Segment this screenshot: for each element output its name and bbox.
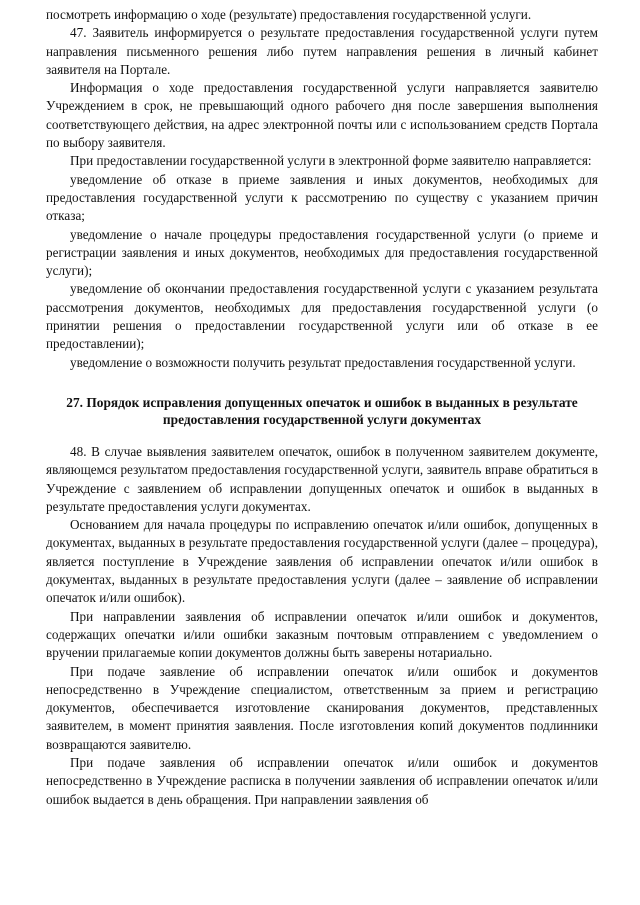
document-page <box>46 6 598 809</box>
paragraph-direct-submission: При подаче заявление об исправлении опечаток и/или ошибок и документов непосредственно в Учреждение специалистом, ответственным за прием и регистрацию документов, обеспечивается изготовление сканирования документов, представленных заявителем, в момент принятия заявления. После изготовления копий документов подлинники возвращаются заявителю. <box>46 663 598 752</box>
section-heading-27: 27. Порядок исправления допущенных опечаток и ошибок в выданных в результате предоставления государственной услуги документах <box>66 394 578 428</box>
paragraph-47: 47. Заявитель информируется о результате предоставления государственной услуги путем направления письменного решения либо путем направления решения в личный кабинет заявителя на Портале. <box>46 25 598 77</box>
notice-start: уведомление о начале процедуры предоставления государственной услуги (о приеме и регистрации заявления и иных документов, необходимых для предоставления государственной услуги); <box>46 226 598 279</box>
notice-completion: уведомление об окончании предоставления государственной услуги с указанием результата рассмотрения документов, необходимых для предоставления государственной услуги (о принятии решения о предоставлении государственной услуги или об отказе в ее предоставлении); <box>46 281 598 352</box>
notice-refusal: уведомление об отказе в приеме заявления и иных документов, необходимых для предоставления государственной услуги к рассмотрению по существу с указанием причин отказа; <box>46 171 598 224</box>
paragraph-48: 48. В случае выявления заявителем опечаток, ошибок в полученном заявителем документе, являющемся результатом предоставления государственной услуги, заявитель вправе обратиться в Учреждение с заявлением об исправлении допущенных опечаток и ошибок в выданных в результате предоставления услуги документах. <box>46 443 598 514</box>
notice-result-available: уведомление о возможности получить результат предоставления государственной услуги. <box>70 354 576 370</box>
paragraph-procedure-basis: Основанием для начала процедуры по исправлению опечаток и/или ошибок, допущенных в документах, выданных в результате предоставления государственной услуги (далее – процедура), является поступление в Учреждение заявления об исправлении опечаток и/или ошибок в документах, выданных в результате предоставления услуги (далее – заявление об исправлении опечаток и/или ошибок). <box>46 517 598 606</box>
paragraph-top-continuation: посмотреть информацию о ходе (результате) предоставления государственной услуги. <box>46 7 532 22</box>
paragraph-postal-submission: При направлении заявления об исправлении опечаток и/или ошибок и документов, содержащих опечатки и/или ошибки заказным почтовым отправлением с уведомлением о вручении прилагаемые копии документов должны быть заверены нотариально. <box>46 608 598 661</box>
paragraph-progress-info: Информация о ходе предоставления государственной услуги направляется заявителю Учреждением в срок, не превышающий одного рабочего дня после завершения выполнения соответствующего действия, на адрес электронной почты или с использованием средств Портала по выбору заявителя. <box>46 80 598 151</box>
paragraph-receipt: При подаче заявления об исправлении опечаток и/или ошибок и документов непосредственно в Учреждение расписка в получении заявления об исправлении опечаток и/или ошибок выдается в день обращения. При направлении заявления об <box>46 754 598 807</box>
paragraph-electronic-form: При предоставлении государственной услуги в электронной форме заявителю направляется: <box>70 153 592 169</box>
